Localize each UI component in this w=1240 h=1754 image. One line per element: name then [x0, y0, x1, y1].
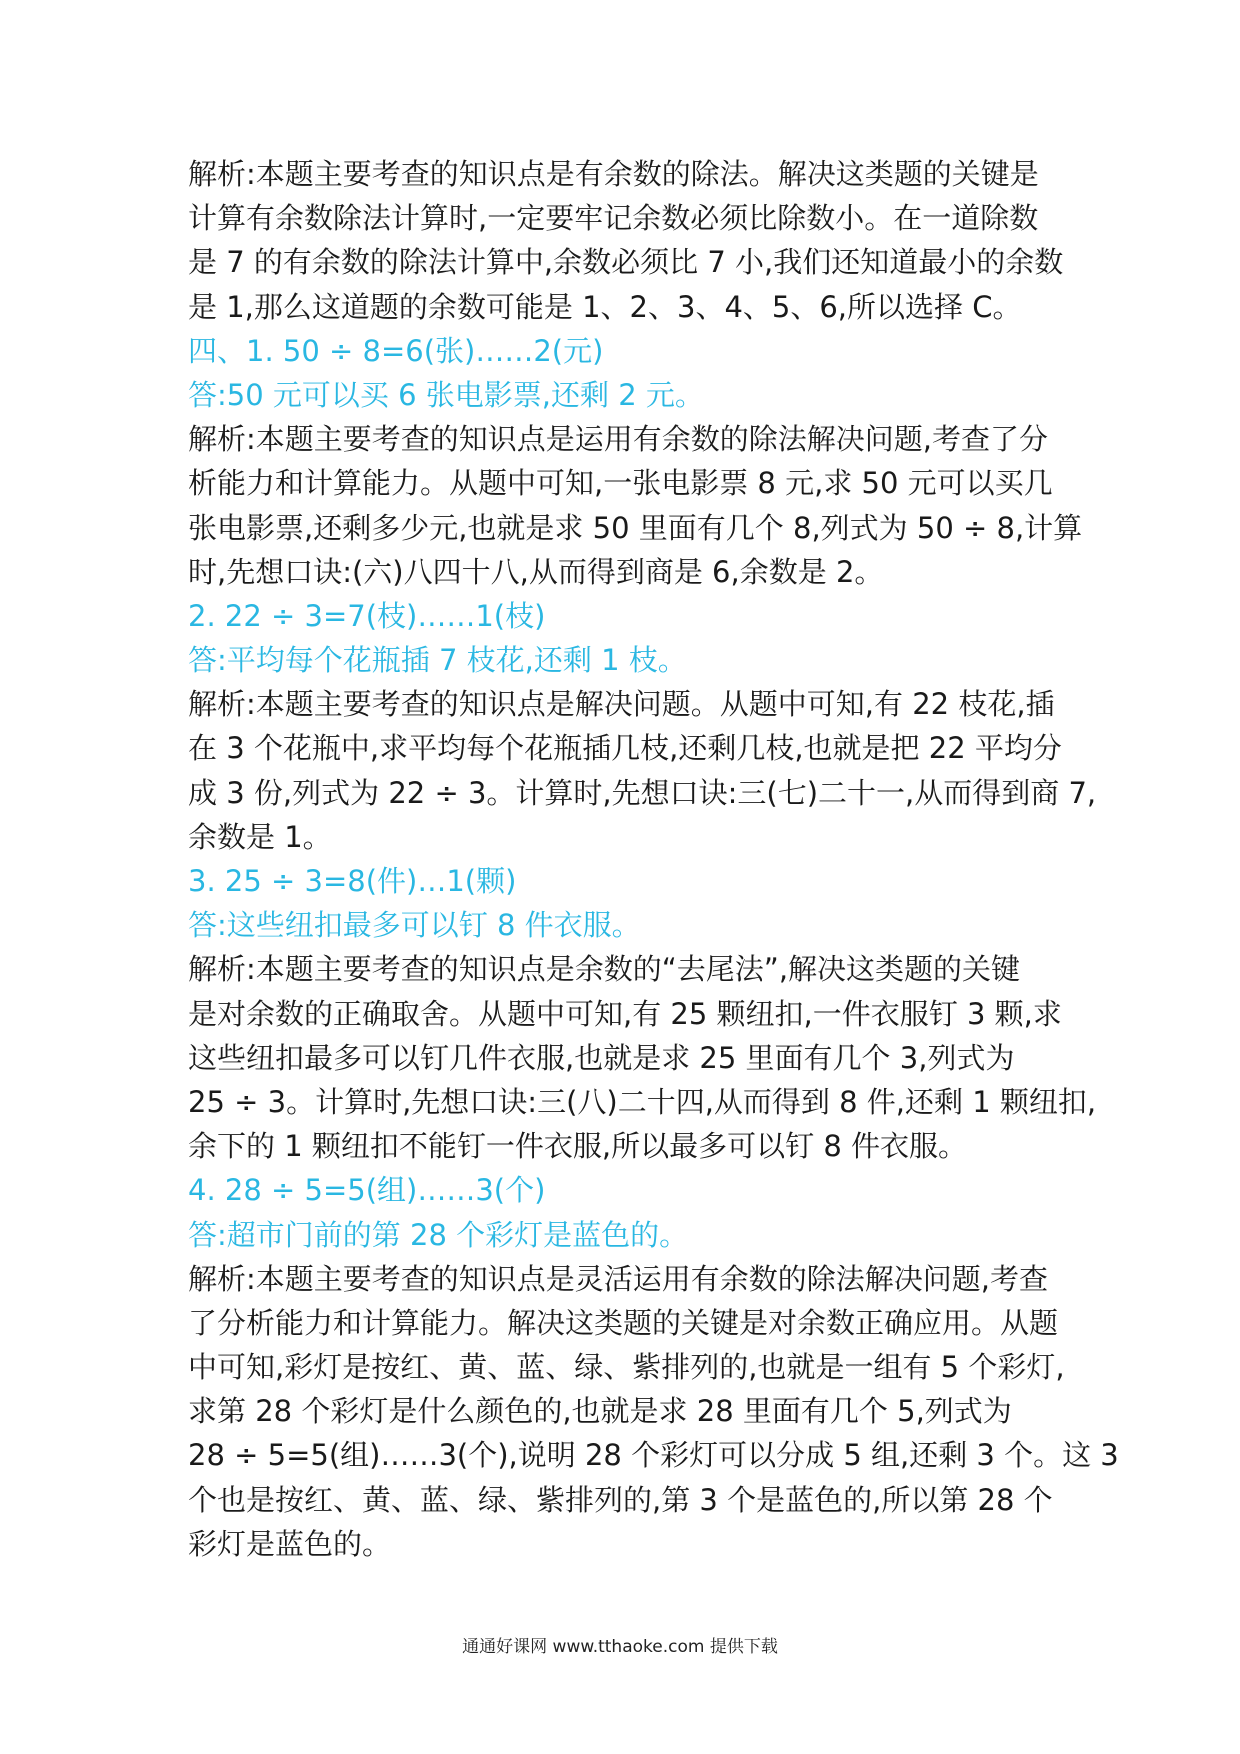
text-line: 析能力和计算能力。从题中可知,一张电影票 8 元,求 50 元可以买几	[188, 466, 1053, 501]
text-line: 这些纽扣最多可以钉几件衣服,也就是求 25 里面有几个 3,列式为	[188, 1040, 1015, 1075]
text-line: 解析:本题主要考查的知识点是运用有余数的除法解决问题,考查了分	[188, 422, 1048, 457]
text-line: 成 3 份,列式为 22 ÷ 3。计算时,先想口诀:三(七)二十一,从而得到商 7,	[188, 775, 1097, 810]
text-line: 余数是 1。	[188, 819, 332, 854]
text-line: 中可知,彩灯是按红、黄、蓝、绿、紫排列的,也就是一组有 5 个彩灯,	[188, 1350, 1065, 1385]
text-line: 彩灯是蓝色的。	[188, 1526, 392, 1561]
answer-line: 3. 25 ÷ 3=8(件)…1(颗)	[188, 864, 517, 898]
answer-line: 2. 22 ÷ 3=7(枝)……1(枝)	[188, 598, 546, 633]
text-line: 25 ÷ 3。计算时,先想口诀:三(八)二十四,从而得到 8 件,还剩 1 颗纽扣,	[188, 1084, 1097, 1119]
text-line: 了分析能力和计算能力。解决这类题的关键是对余数正确应用。从题	[188, 1305, 1059, 1340]
answer-line: 答:50 元可以买 6 张电影票,还剩 2 元。	[188, 377, 704, 412]
text-line: 是 1,那么这道题的余数可能是 1、2、3、4、5、6,所以选择 C。	[188, 289, 1022, 324]
text-line: 解析:本题主要考查的知识点是解决问题。从题中可知,有 22 枝花,插	[188, 687, 1055, 722]
answer-line: 答:平均每个花瓶插 7 枝花,还剩 1 枝。	[188, 643, 687, 678]
text-line: 个也是按红、黄、蓝、绿、紫排列的,第 3 个是蓝色的,所以第 28 个	[188, 1482, 1053, 1517]
text-line: 张电影票,还剩多少元,也就是求 50 里面有几个 8,列式为 50 ÷ 8,计算	[188, 510, 1083, 545]
text-line: 求第 28 个彩灯是什么颜色的,也就是求 28 里面有几个 5,列式为	[188, 1394, 1012, 1429]
text-line: 计算有余数除法计算时,一定要牢记余数必须比除数小。在一道除数	[188, 201, 1039, 236]
page-footer: 通通好课网 www.tthaoke.com 提供下载	[462, 1637, 778, 1657]
text-line: 在 3 个花瓶中,求平均每个花瓶插几枝,还剩几枝,也就是把 22 平均分	[188, 731, 1062, 766]
text-line: 是对余数的正确取舍。从题中可知,有 25 颗纽扣,一件衣服钉 3 颗,求	[188, 996, 1062, 1031]
answer-line: 答:这些纽扣最多可以钉 8 件衣服。	[188, 908, 641, 943]
text-line: 解析:本题主要考查的知识点是余数的“去尾法”,解决这类题的关键	[188, 952, 1021, 987]
text-line: 解析:本题主要考查的知识点是有余数的除法。解决这类题的关键是	[188, 157, 1039, 191]
text-line: 是 7 的有余数的除法计算中,余数必须比 7 小,我们还知道最小的余数	[188, 245, 1064, 280]
answer-line: 四、1. 50 ÷ 8=6(张)……2(元)	[188, 333, 604, 368]
text-line: 时,先想口诀:(六)八四十八,从而得到商是 6,余数是 2。	[188, 554, 884, 589]
answer-line: 答:超市门前的第 28 个彩灯是蓝色的。	[188, 1217, 689, 1252]
text-line: 余下的 1 颗纽扣不能钉一件衣服,所以最多可以钉 8 件衣服。	[188, 1129, 967, 1164]
text-line: 28 ÷ 5=5(组)……3(个),说明 28 个彩灯可以分成 5 组,还剩 3 个。这 3	[188, 1438, 1119, 1473]
document-body	[188, 152, 1119, 1566]
text-line: 解析:本题主要考查的知识点是灵活运用有余数的除法解决问题,考查	[188, 1261, 1048, 1296]
answer-line: 4. 28 ÷ 5=5(组)……3(个)	[188, 1173, 546, 1208]
